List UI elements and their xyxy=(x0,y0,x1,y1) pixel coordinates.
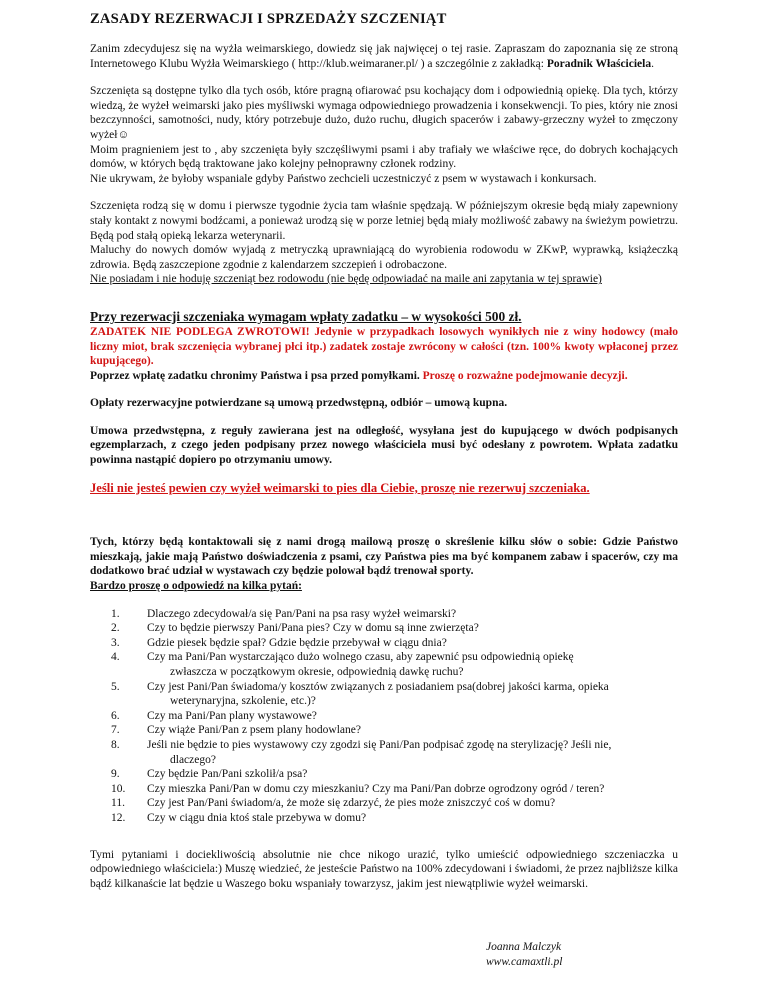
question-item xyxy=(111,621,678,636)
question-number: 8. xyxy=(111,738,120,751)
question-text xyxy=(147,607,678,622)
contact-text: Tych, którzy będą kontaktowali się z nami drogą mailową proszę o skreślenie kilku słów o sobie: Gdzie Państwo mieszkają, jakie mają Państwo doświadczenia z psami, czy Państwa pies ma być kompanem zabaw i spacerów, czy ma dodatkowo brać udział w wystawach czy będzie polował bądź trenował sporty. xyxy=(90,536,678,578)
pedigree-notice: Nie posiadam i nie hoduję szczeniąt bez rodowodu (nie będę odpowiadać na maile ani zapytania w tej sprawie) xyxy=(90,273,602,286)
guide-reference: Poradnik Właściciela xyxy=(546,57,652,70)
page-title: ZASADY REZERWACJI I SPRZEDAŻY SZCZENIĄT xyxy=(90,11,447,27)
question-text xyxy=(147,723,678,738)
intro-text: Zanim zdecydujesz się na wyżła weimarskiego, dowiedz się jak najwięcej o tej rasie. Zapraszam do zapoznania się ze stroną Internetowego Klubu Wyżła Weimarskiego ( http://klub.weimaraner.pl/ ) a szczególnie z zakładką: xyxy=(90,43,678,70)
question-number: 11. xyxy=(111,797,125,810)
question-main: Czy jest Pani/Pan świadoma/y kosztów związanych z posiadaniem psa(dobrej jakości karma, opieka xyxy=(147,680,609,693)
documents-paragraph: Maluchy do nowych domów wyjadą z metryczką uprawniającą do wyrobienia rodowodu w ZKwP, wyprawką, książeczką zdrowia. Będą zaszczepione zgodnie z kalendarzem szczepień i odrobaczone. xyxy=(90,244,678,271)
contract-paragraph: Umowa przedwstępna, z reguły zawierana jest na odległość, wysyłana jest do kupującego w dwóch podpisanych egzemplarzach, z czego jeden podpisany przez nowego właściciela musi być odesłany z powrotem. Wpłata zadatku powinna nastąpić dopiero po otrzymaniu umowy. xyxy=(90,424,678,467)
question-continuation: weterynaryjna, szkolenie, etc.)? xyxy=(170,695,316,708)
question-number: 2. xyxy=(111,622,120,635)
question-main: Jeśli nie będzie to pies wystawowy czy zgodzi się Pani/Pan podpisać zgodę na sterylizację? Jeśli nie, xyxy=(147,738,612,751)
question-item xyxy=(111,650,678,679)
question-number: 4. xyxy=(111,651,120,664)
question-main: Czy to będzie pierwszy Pani/Pana pies? Czy w domu są inne zwierzęta? xyxy=(147,622,479,635)
question-text xyxy=(147,636,678,651)
question-main: Czy wiąże Pani/Pan z psem plany hodowlane? xyxy=(147,724,361,737)
question-text xyxy=(147,796,678,811)
question-number: 3. xyxy=(111,636,120,649)
question-main: Gdzie piesek będzie spał? Gdzie będzie przebywał w ciągu dnia? xyxy=(147,636,447,649)
question-main: Dlaczego zdecydował/a się Pan/Pani na psa rasy wyżeł weimarski? xyxy=(147,607,457,620)
website-link[interactable]: www.camaxtli.pl xyxy=(486,955,563,968)
question-text xyxy=(147,680,678,709)
question-main: Czy będzie Pan/Pani szkolił/a psa? xyxy=(147,768,308,781)
question-item xyxy=(111,738,678,767)
contact-paragraph xyxy=(90,535,678,593)
question-number: 7. xyxy=(111,724,120,737)
closing-paragraph: Tymi pytaniami i dociekliwością absolutnie nie chce nikogo urazić, tylko umieścić odpowiedniego szczeniaczka u odpowiedniego właściciela:) Muszę wiedzieć, że jesteście Państwo na 100% zdecydowani i świadomi, że przez najbliższe kilka bądź kilkanaście lat będzie u Waszego boku wspaniały towarzysz, jakim jest niewątpliwie wyżeł weimarski. xyxy=(90,848,678,890)
decision-notice: Proszę o rozważne podejmowanie decyzji. xyxy=(422,369,628,382)
question-number: 12. xyxy=(111,811,126,824)
question-text xyxy=(147,738,678,767)
question-number: 5. xyxy=(111,680,120,693)
signature-name: Joanna Malczyk xyxy=(486,941,562,953)
intro-end: . xyxy=(651,57,654,70)
question-text xyxy=(147,782,678,797)
question-main: Czy w ciągu dnia ktoś stale przebywa w domu? xyxy=(147,811,367,824)
deposit-heading: Przy rezerwacji szczeniaka wymagam wpłaty zadatku – w wysokości 500 zł. xyxy=(90,308,522,324)
intro-paragraph xyxy=(90,42,678,71)
question-text xyxy=(147,709,678,724)
question-number: 9. xyxy=(111,768,120,781)
question-main: Czy ma Pani/Pan plany wystawowe? xyxy=(147,709,317,722)
question-text xyxy=(147,767,678,782)
wish-paragraph: Moim pragnieniem jest to , aby szczenięta były szczęśliwymi psami i aby trafiały we właściwe ręce, do dobrych kochających domów, w których będą traktowane jako kolejny pełnoprawny członek rodziny. xyxy=(90,143,678,171)
question-item xyxy=(111,723,678,738)
question-item xyxy=(111,796,678,811)
protection-text: Poprzez wpłatę zadatku chronimy Państwa i psa przed pomyłkami. xyxy=(90,369,420,382)
question-item xyxy=(111,607,678,622)
question-text xyxy=(147,811,678,826)
question-item xyxy=(111,680,678,709)
question-number: 1. xyxy=(111,607,120,620)
question-main: Czy ma Pani/Pan wystarczająco dużo wolnego czasu, aby zapewnić psu odpowiednią opiekę xyxy=(147,651,574,664)
warning-line: Jeśli nie jesteś pewien czy wyżeł weimarski to pies dla Ciebie, proszę nie rezerwuj szczeniaka. xyxy=(90,480,590,495)
availability-paragraph: Szczenięta są dostępne tylko dla tych osób, które pragną ofiarować psu kochający dom i odpowiednią opiekę. Dla tych, którzy wiedzą, że wyżeł weimarski jako pies myśliwski wymaga odpowiedniego prowadzenia i konsekwencji. To pies, który nie znosi bezczynności, samotności, nudy, który potrzebuje dużo, dużo ruchu, długich spacerów i zabawy-grzeczny wyżeł to zmęczony wyżeł☺ xyxy=(90,85,678,141)
shows-paragraph: Nie ukrywam, że byłoby wspaniale gdyby Państwo zechcieli uczestniczyć z psem w wystawach i konkursach. xyxy=(90,172,597,185)
fees-paragraph: Opłaty rezerwacyjne potwierdzane są umową przedwstępną, odbiór – umową kupna. xyxy=(90,397,508,410)
non-refundable-notice: ZADATEK NIE PODLEGA ZWROTOWI! Jedynie w przypadkach losowych wynikłych nie z winy hodowcy (mało liczny miot, brak szczenięcia wybranej płci itp.) zadatek zostaje zwrócony w całości (tzn. 100% kwoty wpłaconej przez kupującego). xyxy=(90,325,678,368)
questions-intro: Bardzo proszę o odpowiedź na kilka pytań: xyxy=(90,580,302,593)
question-item xyxy=(111,636,678,651)
question-item xyxy=(111,709,678,724)
question-number: 10. xyxy=(111,782,126,795)
protection-paragraph xyxy=(90,369,678,384)
question-continuation: dlaczego? xyxy=(170,753,216,766)
question-text xyxy=(147,650,678,679)
question-main: Czy jest Pan/Pani świadom/a, że może się zdarzyć, że pies może zniszczyć coś w domu? xyxy=(147,797,556,810)
questions-list xyxy=(90,607,678,826)
question-main: Czy mieszka Pani/Pan w domu czy mieszkaniu? Czy ma Pani/Pan dobrze ogrodzony ogród / teren? xyxy=(147,782,605,795)
question-continuation: zwłaszcza w początkowym okresie, odpowiednią dawkę ruchu? xyxy=(170,666,464,678)
signature-block xyxy=(486,940,562,969)
question-text xyxy=(147,621,678,636)
question-item xyxy=(111,811,678,826)
question-item xyxy=(111,767,678,782)
question-number: 6. xyxy=(111,709,120,722)
home-birth-paragraph: Szczenięta rodzą się w domu i pierwsze tygodnie życia tam właśnie spędzają. W późniejszym okresie będą miały zapewniony stały kontakt z nowymi bodźcami, a ponieważ urodzą się w porze letniej będą miały możliwość zabawy na świeżym powietrzu. Będą pod stałą opieką lekarza weterynarii. xyxy=(90,200,678,242)
document-page xyxy=(90,10,678,891)
question-item xyxy=(111,782,678,797)
